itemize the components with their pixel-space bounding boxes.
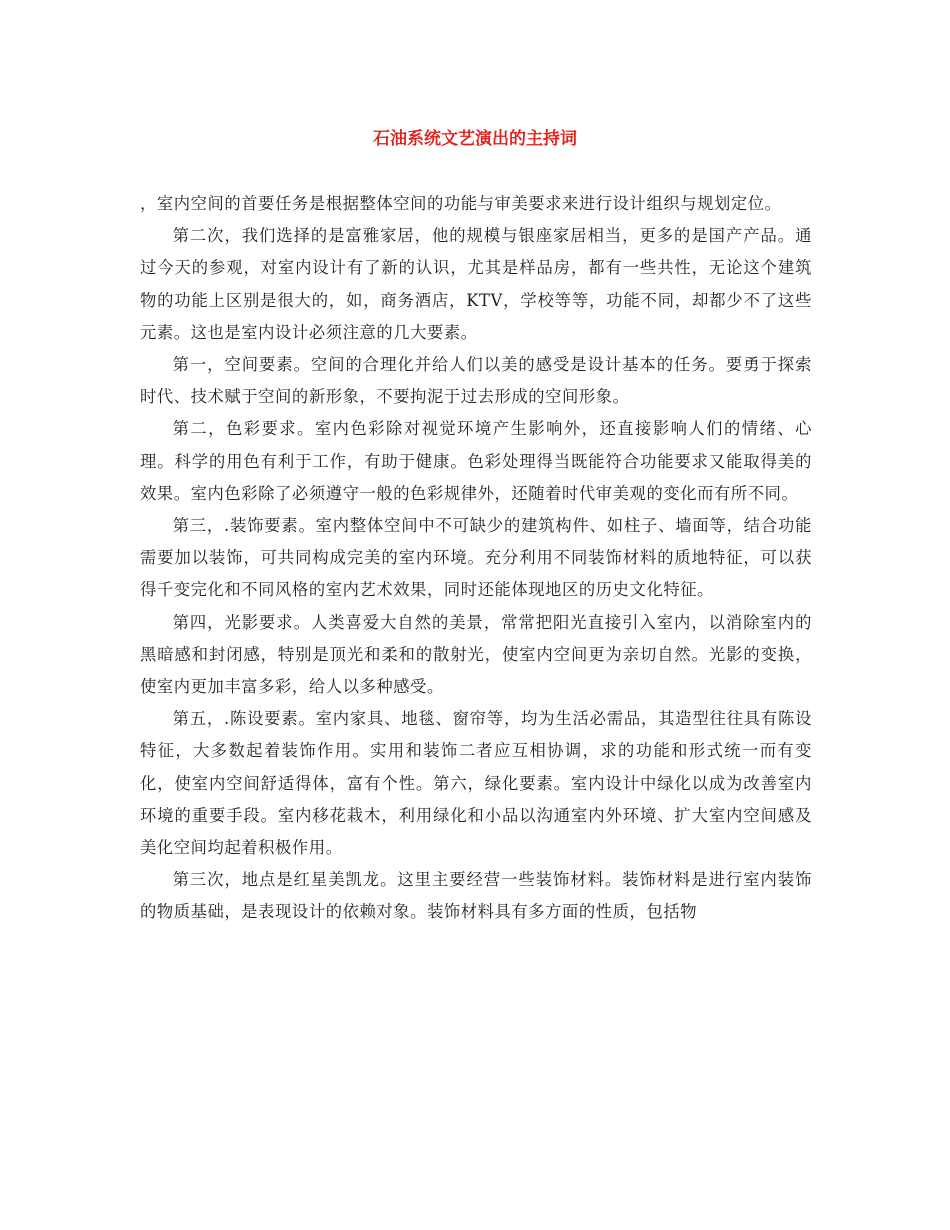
paragraph-decoration-element: 第三，.装饰要素。室内整体空间中不可缺少的建筑构件、如柱子、墙面等，结合功能需要加以装饰，可共同构成完美的室内环境。充分利用不同装饰材料的质地特征，可以获得千变完化和不同风格的室内艺术效果，同时还能体现地区的历史文化特征。 bbox=[140, 516, 812, 600]
document-body bbox=[140, 188, 812, 929]
paragraph-space-element: 第一，空间要素。空间的合理化并给人们以美的感受是设计基本的任务。要勇于探索时代、技术赋于空间的新形象，不要拘泥于过去形成的空间形象。 bbox=[140, 355, 812, 407]
document-title: 石油系统文艺演出的主持词 bbox=[373, 129, 577, 149]
paragraph-third-visit: 第三次，地点是红星美凯龙。这里主要经营一些装饰材料。装饰材料是进行室内装饰的物质基础，是表现设计的依赖对象。装饰材料具有多方面的性质，包括物 bbox=[140, 870, 812, 922]
paragraph-furnishing-element: 第五，.陈设要素。室内家具、地毯、窗帘等，均为生活必需品，其造型往往具有陈设特征，大多数起着装饰作用。实用和装饰二者应互相协调，求的功能和形式统一而有变化，使室内空间舒适得体，富有个性。第六，绿化要素。室内设计中绿化以成为改善室内环境的重要手段。室内移花栽木，利用绿化和小品以沟通室内外环境、扩大室内空间感及美化空间均起着积极作用。 bbox=[140, 709, 812, 858]
paragraph-second-visit: 第二次，我们选择的是富雅家居，他的规模与银座家居相当，更多的是国产产品。通过今天的参观，对室内设计有了新的认识，尤其是样品房，都有一些共性，无论这个建筑物的功能上区别是很大的，如，商务酒店，KTV，学校等等，功能不同，却都少不了这些元素。这也是室内设计必须注意的几大要素。 bbox=[140, 226, 812, 342]
paragraph-color-requirement: 第二，色彩要求。室内色彩除对视觉环境产生影响外，还直接影响人们的情绪、心理。科学的用色有利于工作，有助于健康。色彩处理得当既能符合功能要求又能取得美的效果。室内色彩除了必须遵守一般的色彩规律外，还随着时代审美观的变化而有所不同。 bbox=[140, 419, 812, 503]
paragraph-continuation: ，室内空间的首要任务是根据整体空间的功能与审美要求来进行设计组织与规划定位。 bbox=[140, 194, 782, 213]
paragraph-light-requirement: 第四，光影要求。人类喜爱大自然的美景，常常把阳光直接引入室内，以消除室内的黑暗感和封闭感，特别是顶光和柔和的散射光，使室内空间更为亲切自然。光影的变换，使室内更加丰富多彩，给人以多种感受。 bbox=[140, 612, 812, 697]
